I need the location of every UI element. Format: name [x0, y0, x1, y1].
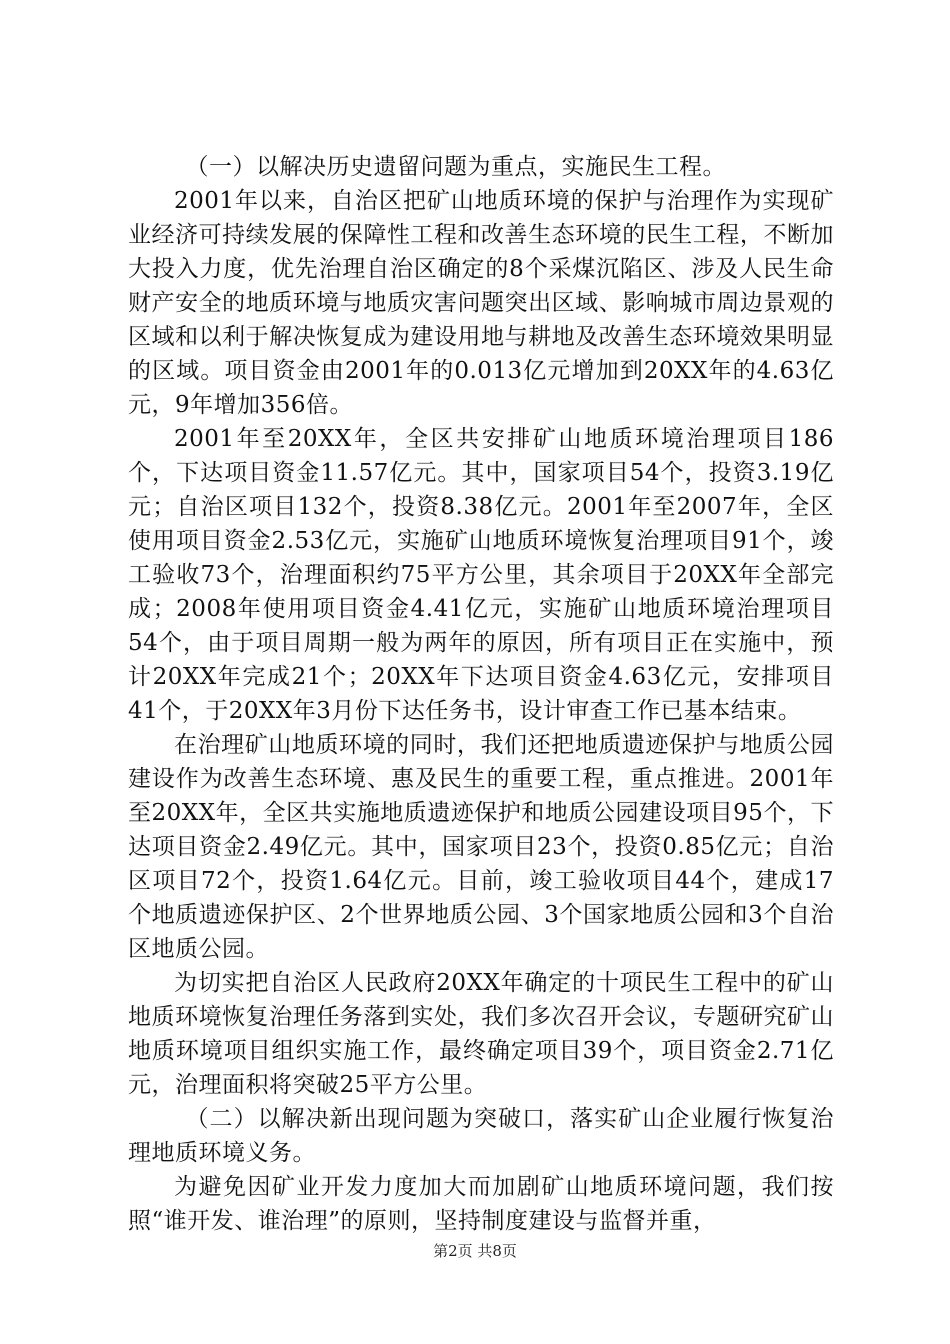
body-paragraph: 在治理矿山地质环境的同时，我们还把地质遗迹保护与地质公园建设作为改善生态环境、惠及民生的重要工程，重点推进。2001年至20XX年，全区共实施地质遗迹保护和地质公园建设项目95个，下达项目资金2.49亿元。其中，国家项目23个，投资0.85亿元；自治区项目72个，投资1.64亿元。目前，竣工验收项目44个，建成17个地质遗迹保护区、2个世界地质公园、3个国家地质公园和3个自治区地质公园。	[128, 732, 834, 962]
body-paragraph: 2001年至20XX年，全区共安排矿山地质环境治理项目186个，下达项目资金11.57亿元。其中，国家项目54个，投资3.19亿元；自治区项目132个，投资8.38亿元。2001年至2007年，全区使用项目资金2.53亿元，实施矿山地质环境恢复治理项目91个，竣工验收73个，治理面积约75平方公里，其余项目于20XX年全部完成；2008年使用项目资金4.41亿元，实施矿山地质环境治理项目54个，由于项目周期一般为两年的原因，所有项目正在实施中，预计20XX年完成21个；20XX年下达项目资金4.63亿元，安排项目41个，于20XX年3月份下达任务书，设计审查工作已基本结束。	[128, 426, 834, 724]
body-paragraph: 为切实把自治区人民政府20XX年确定的十项民生工程中的矿山地质环境恢复治理任务落到实处，我们多次召开会议，专题研究矿山地质环境项目组织实施工作，最终确定项目39个，项目资金2.71亿元，治理面积将突破25平方公里。	[128, 970, 834, 1098]
body-paragraph: 为避免因矿业开发力度加大而加剧矿山地质环境问题，我们按照“谁开发、谁治理”的原则，坚持制度建设与监督并重，	[128, 1174, 834, 1234]
body-paragraph: 2001年以来，自治区把矿山地质环境的保护与治理作为实现矿业经济可持续发展的保障性工程和改善生态环境的民生工程，不断加大投入力度，优先治理自治区确定的8个采煤沉陷区、涉及人民生命财产安全的地质环境与地质灾害问题突出区域、影响城市周边景观的区域和以利于解决恢复成为建设用地与耕地及改善生态环境效果明显的区域。项目资金由2001年的0.013亿元增加到20XX年的4.63亿元，9年增加356倍。	[128, 188, 834, 418]
section-heading-2: （二）以解决新出现问题为突破口，落实矿山企业履行恢复治理地质环境义务。	[128, 1106, 834, 1166]
section-heading-1: （一）以解决历史遗留问题为重点，实施民生工程。	[185, 154, 726, 180]
document-body	[128, 150, 834, 1238]
page-number-footer: 第2页 共8页	[433, 1242, 517, 1260]
